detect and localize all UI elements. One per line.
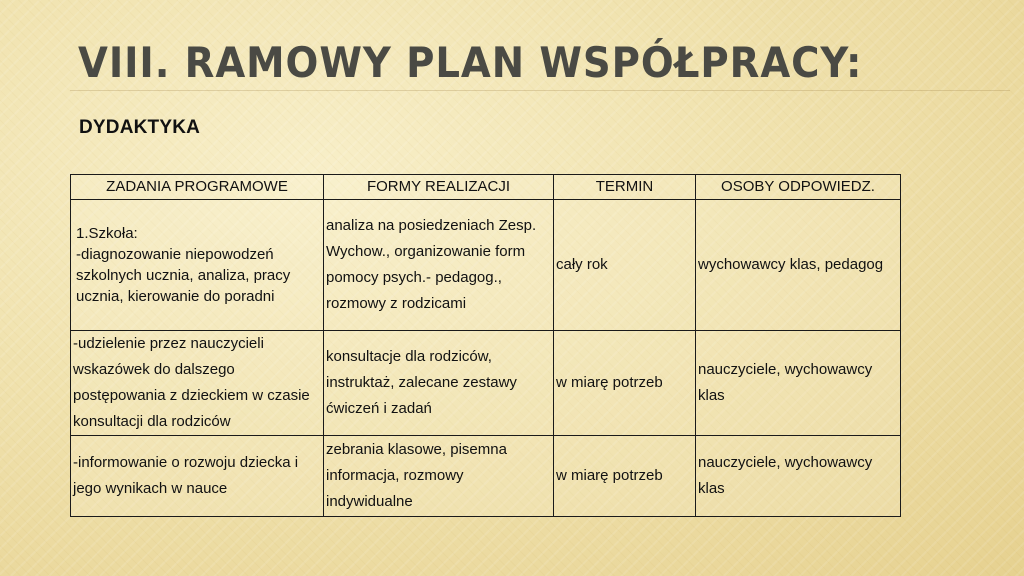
cooperation-plan-table xyxy=(70,174,901,517)
header-forms: FORMY REALIZACJI xyxy=(324,175,554,200)
forms-cell: zebrania klasowe, pisemna informacja, rozmowy indywidualne xyxy=(324,436,554,517)
persons-cell: nauczyciele, wychowawcy klas xyxy=(696,331,901,436)
task-text: -diagnozowanie niepowodzeń szkolnych ucznia, analiza, pracy ucznia, kierowanie do poradni xyxy=(76,246,291,305)
task-cell: -informowanie o rozwoju dziecka i jego wynikach w nauce xyxy=(71,436,324,517)
header-term: TERMIN xyxy=(554,175,696,200)
task-heading: 1.Szkoła: xyxy=(76,225,138,242)
persons-cell: wychowawcy klas, pedagog xyxy=(696,200,901,331)
term-cell: w miarę potrzeb xyxy=(554,436,696,517)
table-row xyxy=(71,200,901,331)
forms-cell: analiza na posiedzeniach Zesp. Wychow., organizowanie form pomocy psych.- pedagog., rozmowy z rodzicami xyxy=(324,200,554,331)
title-divider xyxy=(70,90,1010,91)
forms-cell: konsultacje dla rodziców, instruktaż, zalecane zestawy ćwiczeń i zadań xyxy=(324,331,554,436)
header-persons: OSOBY ODPOWIEDZ. xyxy=(696,175,901,200)
term-cell: cały rok xyxy=(554,200,696,331)
slide-title: VIII. RAMOWY PLAN WSPÓŁPRACY: xyxy=(78,38,863,87)
table-row xyxy=(71,436,901,517)
table-row xyxy=(71,331,901,436)
table-header-row xyxy=(71,175,901,200)
slide-subtitle: DYDAKTYKA xyxy=(79,117,201,138)
task-cell: -udzielenie przez nauczycieli wskazówek do dalszego postępowania z dzieckiem w czasie konsultacji dla rodziców xyxy=(71,331,324,436)
term-cell: w miarę potrzeb xyxy=(554,331,696,436)
persons-cell: nauczyciele, wychowawcy klas xyxy=(696,436,901,517)
header-tasks: ZADANIA PROGRAMOWE xyxy=(71,175,324,200)
task-cell xyxy=(71,200,324,331)
